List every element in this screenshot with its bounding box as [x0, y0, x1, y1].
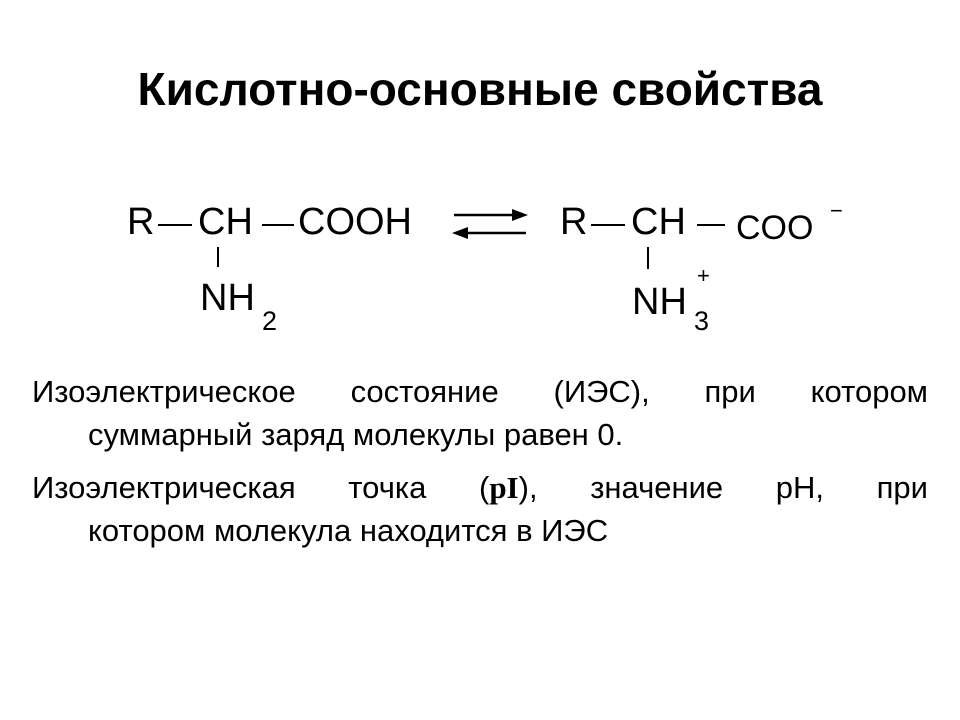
- definition-line: [32, 466, 928, 509]
- left-nh-group: NH: [200, 277, 255, 319]
- right-bond-r-ch: [591, 224, 625, 226]
- definition-line: котором молекула находится в ИЭС: [88, 513, 609, 548]
- left-bond-ch-cooh: [262, 224, 294, 226]
- definition-text: Изоэлектрическая точка (: [32, 470, 490, 505]
- definition-line: суммарный заряд молекулы равен 0.: [88, 417, 624, 452]
- right-nh-subscript: 3: [694, 306, 710, 336]
- left-ch-group: CH: [198, 201, 253, 243]
- definition-text: ), значение pH, при: [518, 470, 928, 505]
- pi-symbol: pI: [489, 470, 519, 505]
- right-coo-charge: −: [830, 198, 843, 223]
- right-ch-group: CH: [631, 201, 686, 243]
- definition-line: Изоэлектрическое состояние (ИЭС), при котором: [32, 374, 928, 409]
- definition-isoelectric-point: [32, 466, 928, 552]
- right-coo-group: COO: [736, 209, 814, 247]
- right-bond-ch-coo: [697, 224, 725, 226]
- left-cooh-group: COOH: [298, 201, 412, 243]
- left-bond-r-ch: [158, 224, 192, 226]
- equilibrium-arrows-icon: [448, 202, 532, 242]
- right-nh-charge: +: [697, 263, 710, 288]
- right-nh-group: NH: [632, 281, 687, 323]
- right-r-group: R: [560, 201, 588, 243]
- right-bond-ch-nh: [647, 247, 649, 269]
- left-bond-ch-nh: [217, 247, 219, 267]
- left-nh-subscript: 2: [262, 306, 278, 336]
- slide-title: Кислотно-основные свойства: [137, 63, 823, 115]
- left-r-group: R: [127, 201, 155, 243]
- definition-isoelectric-state: [32, 370, 928, 456]
